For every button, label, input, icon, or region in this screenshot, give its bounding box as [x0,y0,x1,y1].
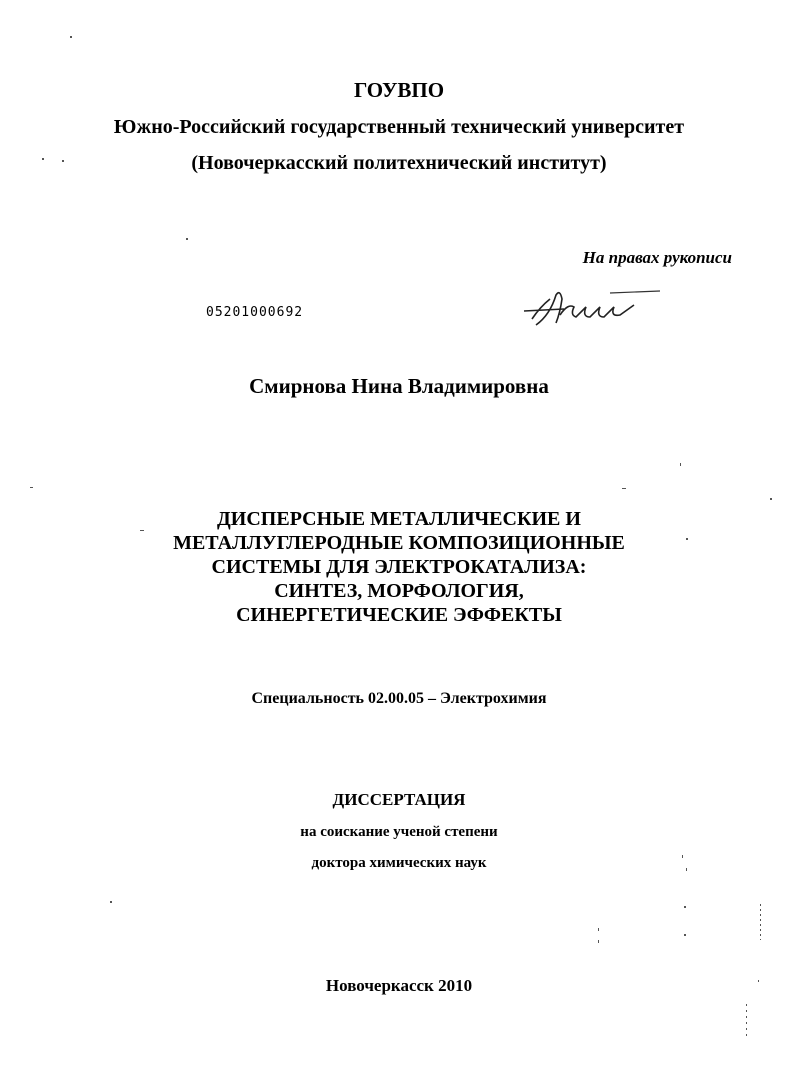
scan-speck [682,855,683,858]
institute-name: (Новочеркасский политехнический институт) [191,152,607,174]
title-line: СИСТЕМЫ ДЛЯ ЭЛЕКТРОКАТАЛИЗА: [211,556,587,578]
scan-speck [684,934,686,936]
city-year: Новочеркасск 2010 [325,976,473,995]
scan-speck [622,488,626,489]
scan-speck [684,906,686,908]
org-abbreviation: ГОУВПО [353,78,445,102]
degree-line-2: доктора химических наук [311,855,487,871]
scan-speck [746,1004,747,1040]
rights-note: На правах рукописи [582,248,732,267]
catalog-number: 05201000692 [206,305,304,320]
scan-speck [62,160,64,162]
scan-speck [680,463,681,466]
scan-speck [110,901,112,903]
scan-speck [42,158,44,160]
dissertation-title [0,507,798,627]
university-name: Южно-Российский государственный технический университет [113,116,685,138]
scan-speck [758,980,759,982]
scan-speck [686,538,688,540]
scan-speck [770,498,772,500]
scan-speck [598,940,599,943]
work-type: ДИССЕРТАЦИЯ [332,790,466,809]
title-line: МЕТАЛЛУГЛЕРОДНЫЕ КОМПОЗИЦИОННЫЕ [173,532,625,554]
scan-speck [70,36,72,38]
specialty: Специальность 02.00.05 – Электрохимия [251,690,547,707]
scan-speck [686,868,687,871]
scan-speck [760,904,761,940]
scan-speck [140,530,144,531]
scan-speck [598,928,599,931]
title-line: СИНТЕЗ, МОРФОЛОГИЯ, [274,580,524,602]
scan-speck [186,238,188,240]
signature [510,285,670,335]
author-name: Смирнова Нина Владимировна [249,374,549,398]
title-line: ДИСПЕРСНЫЕ МЕТАЛЛИЧЕСКИЕ И [217,508,581,530]
scan-speck [30,487,33,488]
degree-line-1: на соискание ученой степени [300,824,498,840]
title-line: СИНЕРГЕТИЧЕСКИЕ ЭФФЕКТЫ [236,604,562,626]
